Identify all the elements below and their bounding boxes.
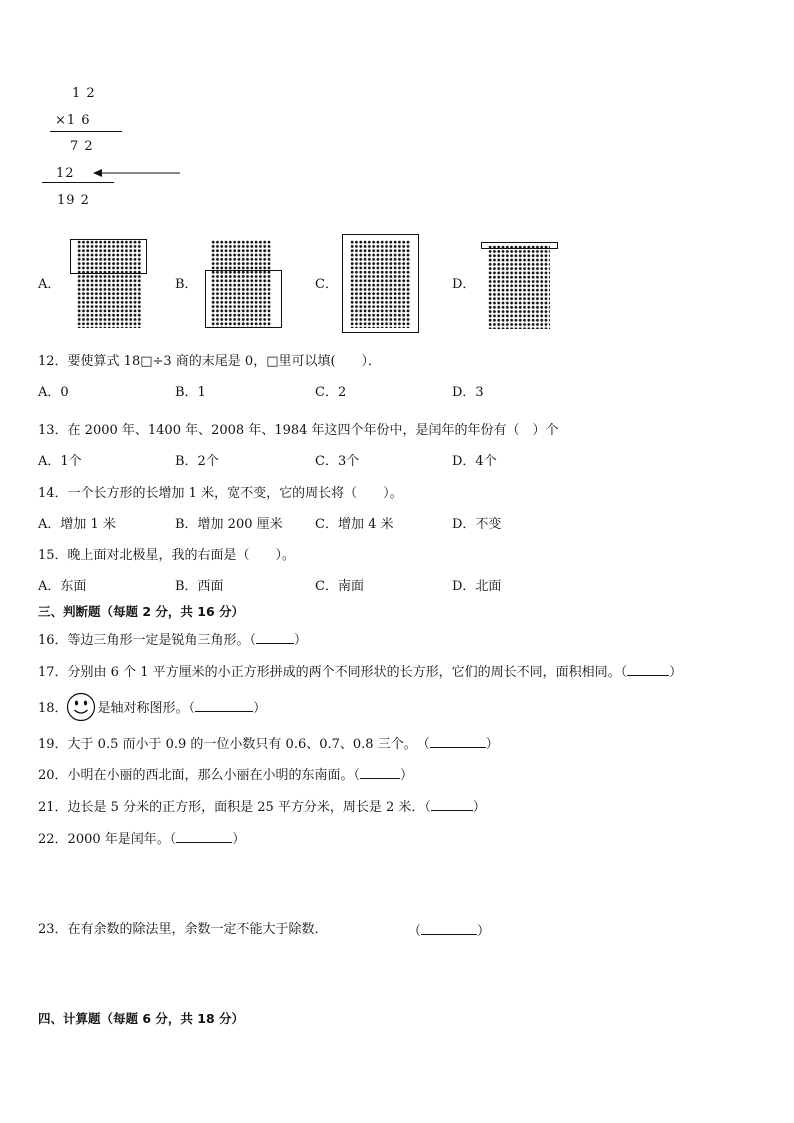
q12-option-b[interactable]: B．1 [175,385,206,400]
highlight-box-d [481,242,558,249]
q15-stem: 15．晚上面对北极星，我的右面是（ ）。 [38,548,296,563]
q21-text: 21．边长是 5 分米的正方形，面积是 25 平方分米，周长是 2 米．（ [38,800,431,815]
q11-option-a-label: A． [38,277,61,292]
multiplicand: 1 2 [72,86,96,101]
q13-option-c[interactable]: C．3个 [315,454,360,469]
q19-close: ） [485,737,499,752]
q14-option-c[interactable]: C．增加 4 米 [315,517,394,532]
q19-answer-blank[interactable] [430,735,486,748]
q12-stem: 12．要使算式 18□÷3 商的末尾是 0，□里可以填( ）． [38,354,382,369]
highlight-box-b [205,270,282,328]
q11-option-c-label: C． [315,277,338,292]
q20-answer-blank[interactable] [360,766,400,779]
highlight-box-a [70,239,147,274]
q13-option-d[interactable]: D．4个 [452,454,497,469]
multiplier: ×1 6 [55,113,91,128]
smiley-face-icon [66,692,96,722]
section-4-heading: 四、计算题（每题 6 分，共 18 分） [38,1011,245,1026]
q21 [38,798,486,816]
dot-grid-d [488,245,550,329]
q14-option-a[interactable]: A．增加 1 米 [38,517,116,532]
q21-answer-blank[interactable] [431,798,473,811]
q19-text: 19．大于 0.5 而小于 0.9 的一位小数只有 0.6、0.7、0.8 三个。 （ [38,737,430,752]
q16 [38,631,307,649]
q16-answer-blank[interactable] [256,631,294,644]
dot-grid-c [350,240,411,328]
q14-option-b[interactable]: B．增加 200 厘米 [175,517,283,532]
q23-open: （ [408,924,422,939]
q17-text: 17．分别由 6 个 1 平方厘米的小正方形拼成的两个不同形状的长方形，它们的周长不同，面积相同。（ [38,665,628,680]
q19 [38,735,499,753]
q17 [38,663,682,681]
q16-text: 16．等边三角形一定是锐角三角形。（ [38,633,257,648]
q13-stem: 13．在 2000 年、1400 年、2008 年、1984 年这四个年份中，是闰年的年份有（ ）个 [38,423,559,438]
q23-close: ） [477,924,491,939]
q23-answer [408,922,490,940]
q15-option-c[interactable]: C．南面 [315,579,364,594]
q13-option-b[interactable]: B．2个 [175,454,219,469]
q18-close: ） [253,701,267,716]
q11-option-d-label: D． [452,277,476,292]
q12-option-d[interactable]: D．3 [452,385,484,400]
q12-option-a[interactable]: A．0 [38,385,69,400]
q11-option-b-label: B． [175,277,198,292]
section-3-heading: 三、判断题（每题 2 分，共 16 分） [38,604,245,619]
q15-option-d[interactable]: D．北面 [452,579,502,594]
q20 [38,766,413,784]
q14-option-d[interactable]: D．不变 [452,517,502,532]
q17-close: ） [669,665,683,680]
q15-option-a[interactable]: A．东面 [38,579,87,594]
q14-stem: 14．一个长方形的长增加 1 米，宽不变，它的周长将（ ）。 [38,486,403,501]
q22 [38,830,245,848]
partial-product-2: 12 [56,166,75,181]
multiplication-rule-2 [42,182,114,183]
arrow-left-icon [92,166,184,180]
q20-text: 20．小明在小丽的西北面，那么小丽在小明的东南面。（ [38,768,361,783]
final-product: 19 2 [57,193,90,208]
q12-option-c[interactable]: C．2 [315,385,347,400]
q22-text: 22．2000 年是闰年。（ [38,832,177,847]
q17-answer-blank[interactable] [627,663,669,676]
q21-close: ） [472,800,486,815]
q18-text: 是轴对称图形。（ [97,701,196,716]
q16-close: ） [294,633,308,648]
q18-number: 18． [38,701,68,716]
q18-answer-blank[interactable] [195,699,253,712]
q23-text: 23．在有余数的除法里，余数一定不能大于除数． [38,922,328,937]
partial-product-1: 7 2 [70,139,94,154]
multiplication-rule-1 [50,131,122,132]
q20-close: ） [400,768,414,783]
q23-answer-blank[interactable] [421,922,477,935]
q22-answer-blank[interactable] [176,830,232,843]
q13-option-a[interactable]: A．1个 [38,454,82,469]
q22-close: ） [232,832,246,847]
q15-option-b[interactable]: B．西面 [175,579,224,594]
